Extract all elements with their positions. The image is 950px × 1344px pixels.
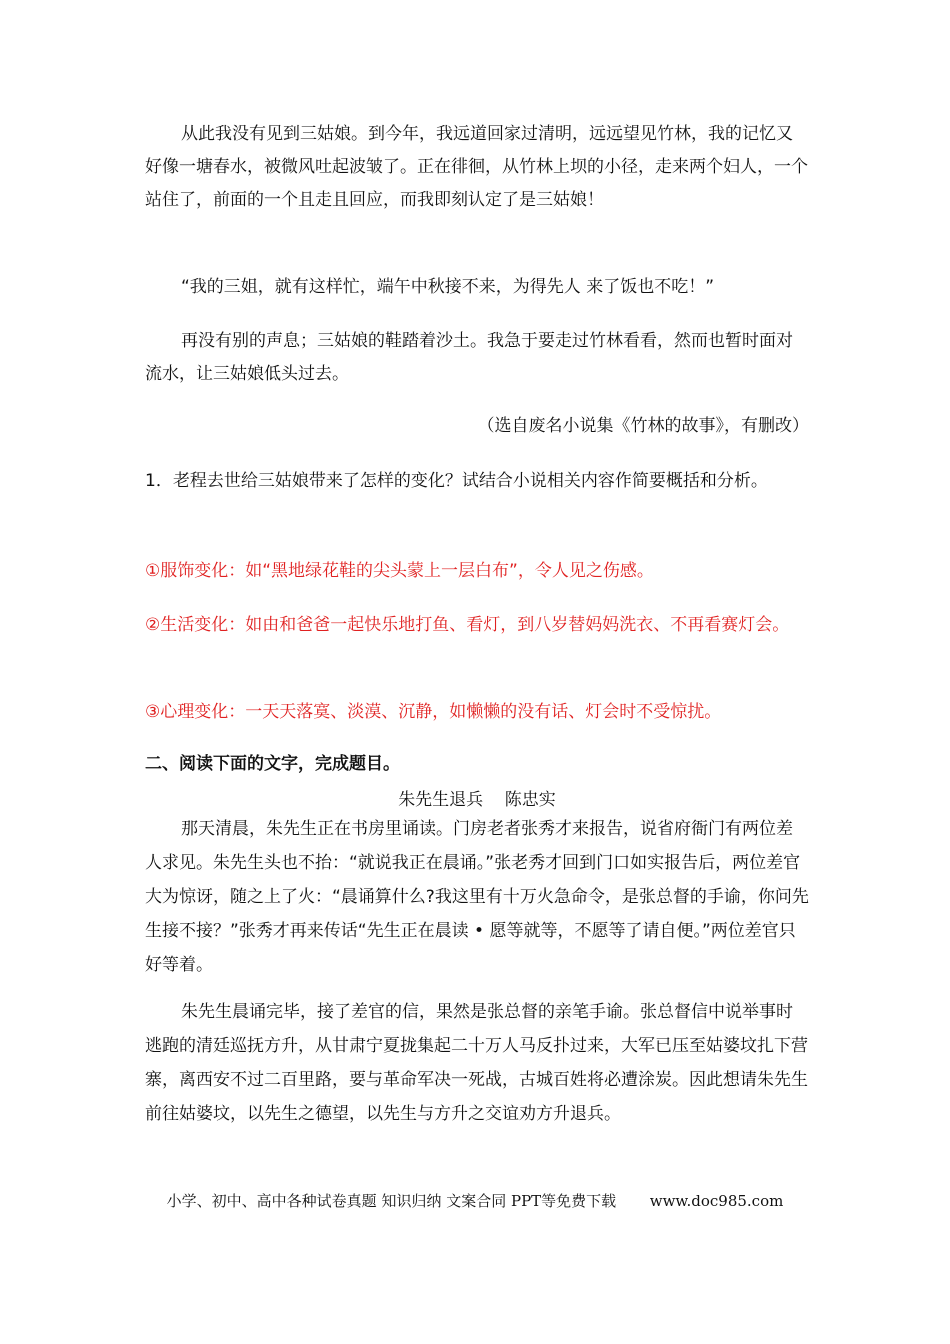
paragraph-1: 从此我没有见到三姑娘。到今年，我远道回家过清明，远远望见竹林，我的记忆又好像一塘春水，被微风吐起波皱了。正在徘徊，从竹林上坝的小径，走来两个妇人，一个站住了，前面的一个且走且回应，而我即刻认定了是三姑娘！ [145,124,808,210]
answer-2: ②生活变化：如由和爸爸一起快乐地打鱼、看灯，到八岁替妈妈洗衣、不再看赛灯会。 [145,615,790,635]
question-1: 1．老程去世给三姑娘带来了怎样的变化？试结合小说相关内容作简要概括和分析。 [145,471,768,491]
paragraph-5: 朱先生晨诵完毕，接了差官的信，果然是张总督的亲笔手谕。张总督信中说举事时逃跑的清廷巡抚方升，从甘肃宁夏拢集起二十万人马反扑过来，大军已压至姑婆坟扎下营寨，离西安不过二百里路，要与革命军决一死战，古城百姓将必遭涂炭。因此想请朱先生前往姑婆坟，以先生之德望，以先生与方升之交谊劝方升退兵。 [145,1002,808,1124]
footer [0,1190,950,1211]
answer-1: ①服饰变化：如“黑地绿花鞋的尖头蒙上一层白布”，令人见之伤感。 [145,561,654,581]
footer-link[interactable]: www.doc985.com [649,1192,784,1210]
paragraph-3: 再没有别的声息；三姑娘的鞋踏着沙土。我急于要走过竹林看看，然而也暂时面对流水，让三姑娘低头过去。 [145,331,793,384]
footer-text: 小学、初中、高中各种试卷真题 知识归纳 文案合同 PPT等免费下载 [166,1192,617,1210]
paragraph-4: 那天清晨，朱先生正在书房里诵读。门房老者张秀才来报告，说省府衙门有两位差人求见。朱先生头也不抬：“就说我正在晨诵。”张老秀才回到门口如实报告后，两位差官大为惊讶，随之上了火：“晨诵算什么?我这里有十万火急命令，是张总督的手谕，你问先生接不接？”张秀才再来传话“先生正在晨读 • 愿等就等，不愿等了请自便。”两位差官只好等着。 [145,819,809,975]
paragraph-2-dialogue: “我的三姐，就有这样忙，端午中秋接不来，为得先人 来了饭也不吃！” [181,277,715,297]
source-citation: （选自废名小说集《竹林的故事》，有删改） [477,416,809,436]
answer-3: ③心理变化：一天天落寞、淡漠、沉静，如懒懒的没有话、灯会时不受惊扰。 [145,702,722,722]
section-2-heading: 二、阅读下面的文字，完成题目。 [145,754,400,774]
story-title: 朱先生退兵 陈忠实 [398,790,556,810]
